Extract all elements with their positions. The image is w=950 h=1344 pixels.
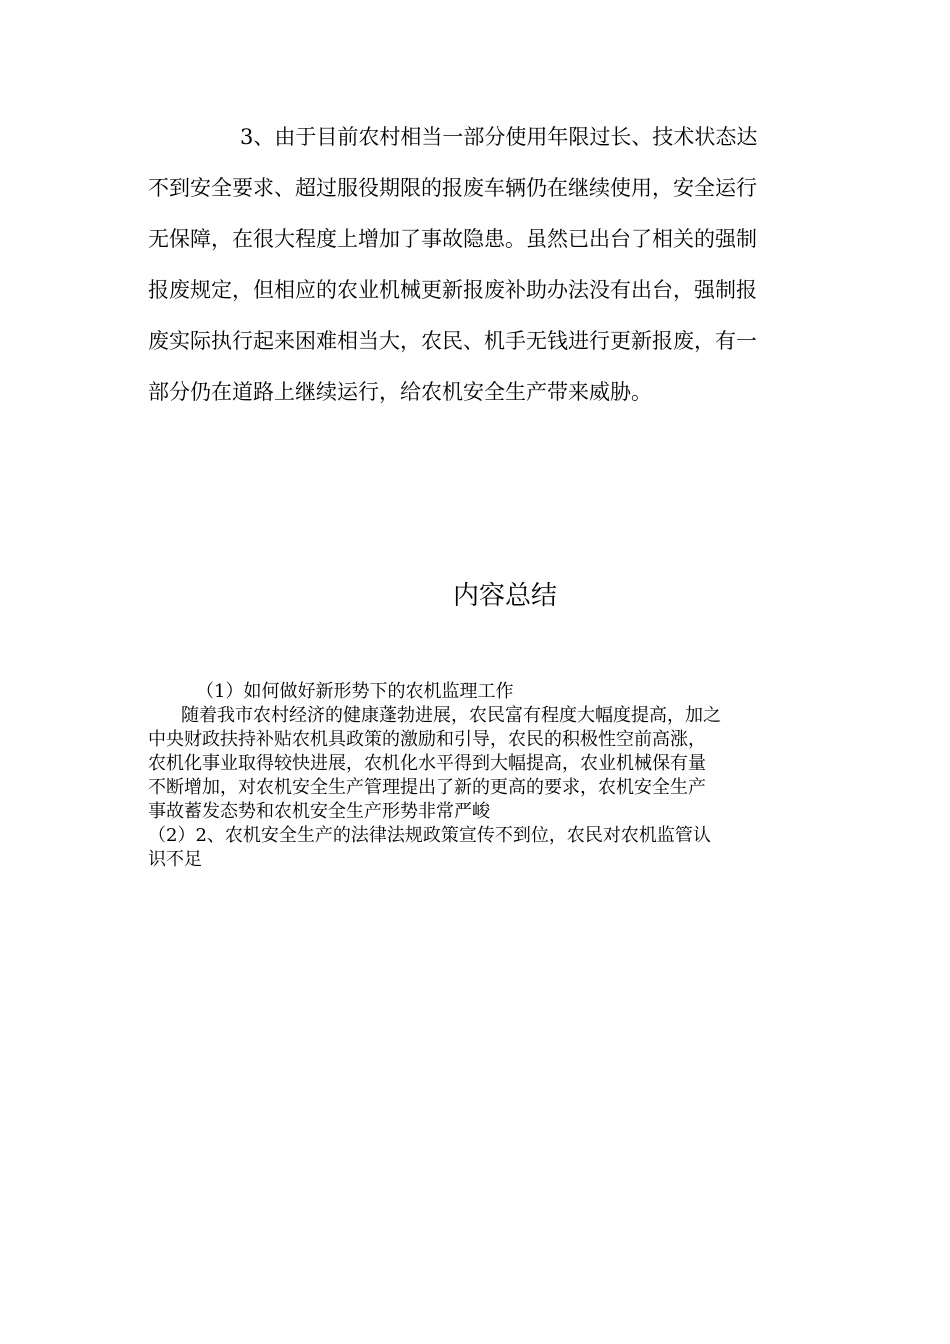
paragraph-line: 无保障，在很大程度上增加了事故隐患。虽然已出台了相关的强制 xyxy=(148,227,757,251)
summary-line: 中央财政扶持补贴农机具政策的激励和引导，农民的积极性空前高涨， xyxy=(148,729,706,750)
summary-heading: 内容总结 xyxy=(452,581,557,611)
summary-line: 事故蓄发态势和农机安全生产形势非常严峻 xyxy=(148,801,490,822)
paragraph-line: 3、由于目前农村相当一部分使用年限过长、技术状态达 xyxy=(240,125,758,149)
summary-item-title: （2）2、农机安全生产的法律法规政策宣传不到位，农民对农机监管认 xyxy=(148,825,711,846)
summary-line: 农机化事业取得较快进展，农机化水平得到大幅提高，农业机械保有量 xyxy=(148,753,706,774)
summary-block xyxy=(148,680,808,872)
paragraph-line: 废实际执行起来困难相当大，农民、机手无钱进行更新报废，有一 xyxy=(148,329,757,353)
paragraph-line: 报废规定，但相应的农业机械更新报废补助办法没有出台，强制报 xyxy=(148,278,757,302)
paragraph-line: 不到安全要求、超过服役期限的报废车辆仍在继续使用，安全运行 xyxy=(148,176,757,200)
paragraph-line: 部分仍在道路上继续运行，给农机安全生产带来威胁。 xyxy=(148,380,652,404)
body-paragraph xyxy=(148,116,800,422)
summary-line: 不断增加，对农机安全生产管理提出了新的更高的要求，农机安全生产 xyxy=(148,777,706,798)
summary-item-title: （1）如何做好新形势下的农机监理工作 xyxy=(196,681,514,702)
summary-line: 识不足 xyxy=(148,849,202,870)
summary-line: 随着我市农村经济的健康蓬勃进展，农民富有程度大幅度提高，加之 xyxy=(181,705,721,726)
